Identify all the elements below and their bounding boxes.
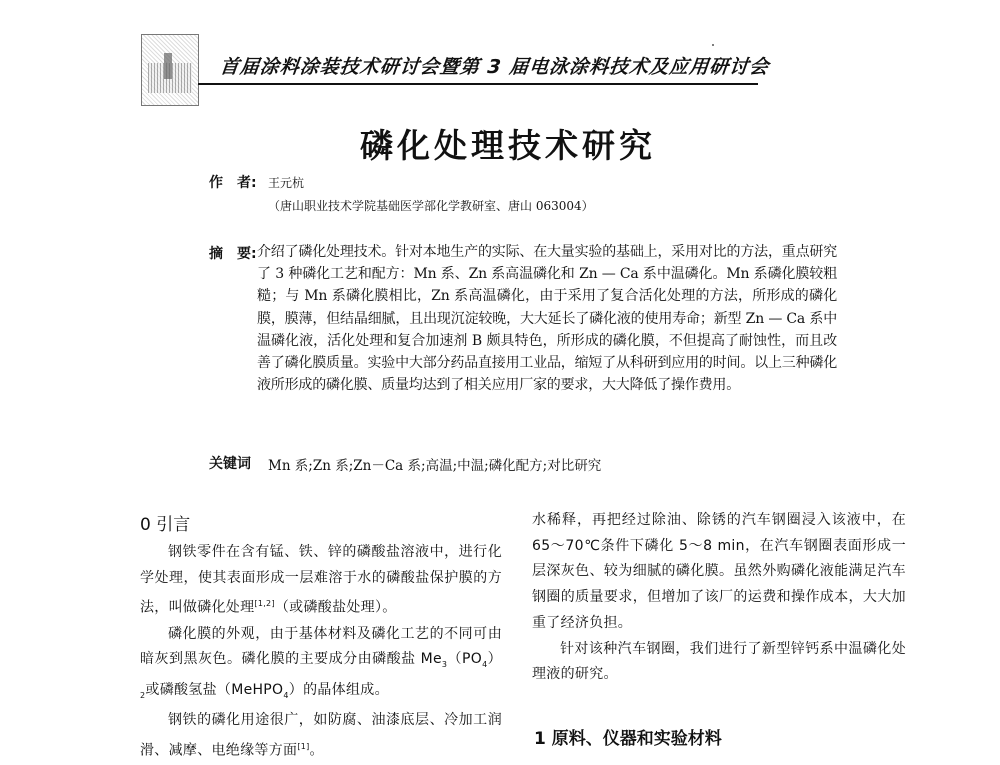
paragraph-text: （PO <box>447 651 483 668</box>
paragraph-text: 。 <box>309 742 324 759</box>
subscript: 4 <box>283 690 289 700</box>
citation: [1,2] <box>254 599 275 609</box>
right-paragraph-2: 针对该种汽车钢圈，我们进行了新型锌钙系中温磷化处理液的研究。 <box>532 640 906 683</box>
author-affiliation: （唐山职业技术学院基础医学部化学教研室、唐山 063004） <box>268 199 594 213</box>
intro-paragraph-2 <box>140 622 502 709</box>
paper-title: 磷化处理技术研究 <box>360 126 656 165</box>
paragraph-text: （或磷酸盐处理）。 <box>274 600 397 617</box>
abstract-label: 摘 要: <box>209 246 257 262</box>
citation: [1] <box>297 742 310 752</box>
header-rule <box>198 83 758 85</box>
author-name: 王元杭 <box>268 176 305 190</box>
section-0-heading: 0 引言 <box>140 515 191 535</box>
subscript: 2 <box>140 690 146 700</box>
intro-paragraph-3 <box>140 708 502 764</box>
paragraph-text: 钢铁零件在含有锰、铁、锌的磷酸盐溶液中，进行化学处理，使其表面形成一层难溶于水的磷酸盐保护膜的方法，叫做磷化处理 <box>140 544 502 617</box>
keywords-text: Mn 系;Zn 系;Zn－Ca 系;高温;中温;磷化配方;对比研究 <box>268 458 602 474</box>
conference-title: 首届涂料涂装技术研讨会暨第 3 届电泳涂料技术及应用研讨会 <box>218 56 771 78</box>
paragraph-text: 磷化膜的外观，由于基体材料及磷化工艺的不同可由暗灰到黑灰色。磷化膜的主要成分由磷酸盐 Me <box>140 625 502 668</box>
subscript: 3 <box>441 660 448 670</box>
paragraph-text: ）的晶体组成。 <box>288 681 389 698</box>
paragraph-text: 或磷酸氢盐（MeHPO <box>145 681 284 698</box>
abstract-text: 介绍了磷化处理技术。针对本地生产的实际、在大量实验的基础上，采用对比的方法，重点研究了 3 种磷化工艺和配方：Mn 系、Zn 系高温磷化和 Zn — Ca 系中温磷化。Mn 系磷化膜较粗糙；与 Mn 系磷化膜相比，Zn 系高温磷化，由于采用了复合活化处理的方法，所形成的磷化膜，膜薄，但结晶细腻，且出现沉淀较晚，大大延长了磷化液的使用寿命；新型 Zn — Ca 系中温磷化液，活化处理和复合加速剂 B 颇具特色，所形成的磷化膜，不但提高了耐蚀性，而且改善了磷化膜质量。实验中大部分药品直接用工业品，缩短了从科研到应用的时间。以上三种磷化液所形成的磷化膜、质量均达到了相关应用厂家的要求，大大降低了操作费用。 <box>257 244 837 394</box>
scan-speck <box>712 44 714 46</box>
left-column <box>140 540 502 765</box>
keywords-label: 关键词 <box>209 456 251 472</box>
subscript: 4 <box>482 660 488 670</box>
paragraph-text: ） <box>487 651 502 668</box>
intro-paragraph-1 <box>140 540 502 622</box>
right-paragraph-1: 水稀释，再把经过除油、除锈的汽车钢圈浸入该液中，在 65～70℃条件下磷化 5～8 min，在汽车钢圈表面形成一层深灰色、较为细腻的磷化膜。虽然外购磷化液能满足汽车钢圈的质量要求，但增加了该厂的运费和操作成本，大大加重了经济负担。 <box>532 512 906 631</box>
logo-tower <box>164 53 172 79</box>
right-column <box>532 508 906 688</box>
author-label: 作 者: <box>209 175 257 191</box>
conference-logo <box>141 34 199 106</box>
section-1-heading: 1 原料、仪器和实验材料 <box>534 729 722 749</box>
paragraph-text: 钢铁的磷化用途很广，如防腐、油漆底层、冷加工润滑、减摩、电绝缘等方面 <box>140 712 502 759</box>
